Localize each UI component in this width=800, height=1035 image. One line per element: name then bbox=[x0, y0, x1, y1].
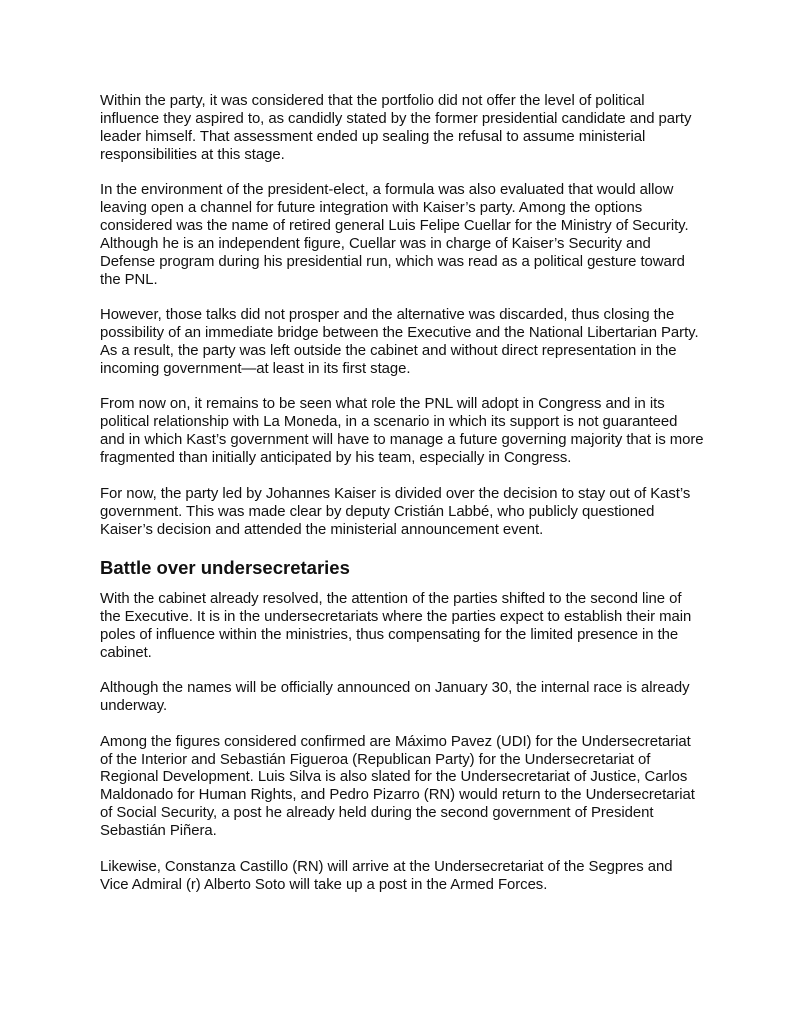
paragraph: Among the figures considered confirmed are Máximo Pavez (UDI) for the Undersecretariat of the Interior and Sebastián Figueroa (Republican Party) for the Undersecretariat of Regional Development. Luis Silva is also slated for the Undersecretariat of Justice, Carlos Maldonado for Human Rights, and Pedro Pizarro (RN) would return to the Undersecretariat of Social Security, a post he already held during the second government of President Sebastián Piñera. bbox=[100, 733, 695, 840]
paragraph: Although the names will be officially announced on January 30, the internal race is already underway. bbox=[100, 680, 690, 715]
paragraph: For now, the party led by Johannes Kaiser is divided over the decision to stay out of Kast’s government. This was made clear by deputy Cristián Labbé, who publicly questioned Kaiser’s decision and attended the ministerial announcement event. bbox=[100, 485, 691, 538]
article-body bbox=[100, 93, 705, 912]
paragraph: Within the party, it was considered that the portfolio did not offer the level of political influence they aspired to, as candidly stated by the former presidential candidate and party leader himself. That assessment ended up sealing the refusal to assume ministerial responsibilities at this stage. bbox=[100, 93, 692, 163]
paragraph: However, those talks did not prosper and the alternative was discarded, thus closing the possibility of an immediate bridge between the Executive and the National Libertarian Party. As a result, the party was left outside the cabinet and without direct representation in the incoming government—at least in its first stage. bbox=[100, 307, 699, 377]
paragraph: From now on, it remains to be seen what role the PNL will adopt in Congress and in its political relationship with La Moneda, in a scenario in which its support is not guaranteed and in which Kast’s government will have to manage a future governing majority that is more fragmented than initially anticipated by his team, especially in Congress. bbox=[100, 396, 704, 467]
paragraph: In the environment of the president-elect, a formula was also evaluated that would allow leaving open a channel for future integration with Kaiser’s party. Among the options considered was the name of retired general Luis Felipe Cuellar for the Ministry of Security. Although he is an independent figure, Cuellar was in charge of Kaiser’s Security and Defense program during his presidential run, which was read as a political gesture toward the PNL. bbox=[100, 182, 689, 288]
paragraph: Likewise, Constanza Castillo (RN) will arrive at the Undersecretariat of the Segpres and Vice Admiral (r) Alberto Soto will take up a post in the Armed Forces. bbox=[100, 858, 673, 893]
section-heading: Battle over undersecretaries bbox=[100, 557, 350, 578]
paragraph: With the cabinet already resolved, the attention of the parties shifted to the second line of the Executive. It is in the undersecretariats where the parties expect to establish their main poles of influence within the ministries, thus compensating for the limited presence in the cabinet. bbox=[100, 591, 692, 661]
